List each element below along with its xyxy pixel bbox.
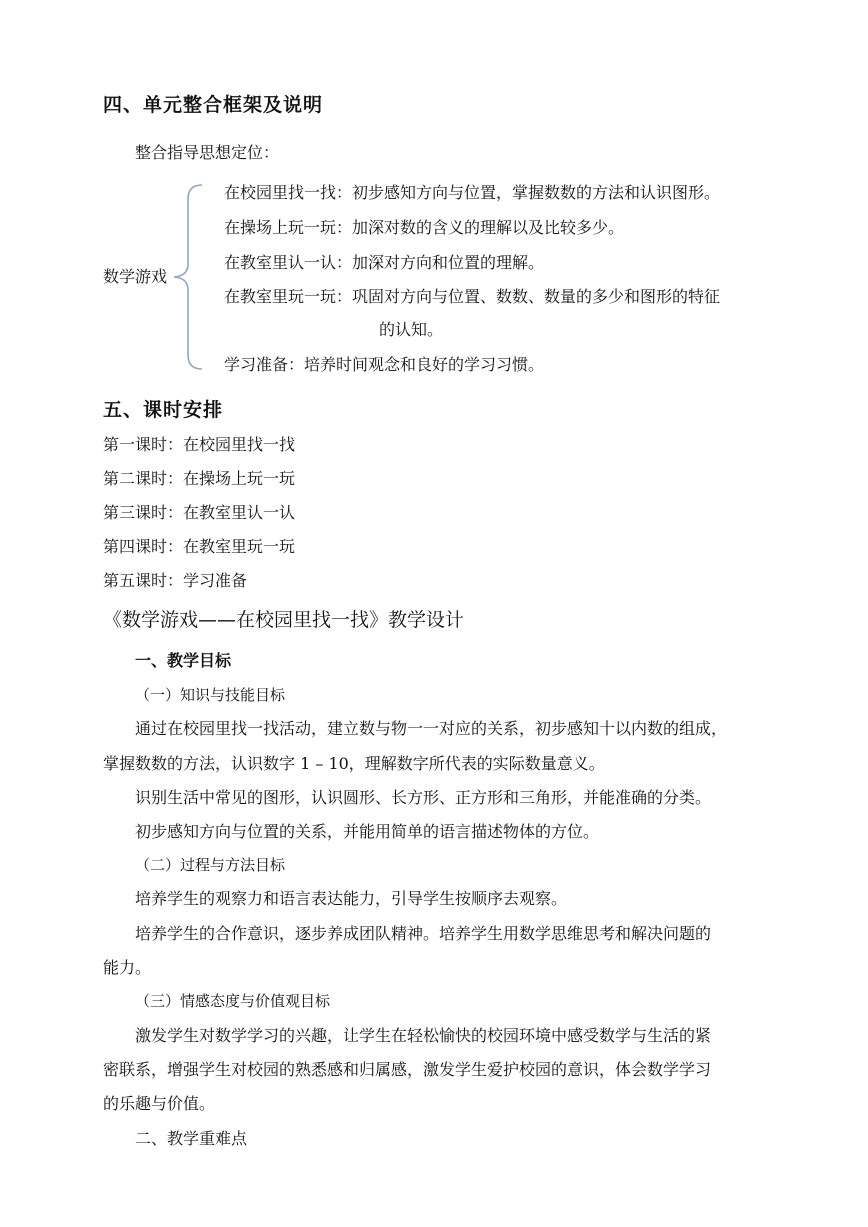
lesson-item: 第三课时：在教室里认一认 [103, 503, 296, 522]
guide-label: 整合指导思想定位： [135, 143, 280, 162]
lesson-item: 第四课时：在教室里玩一玩 [103, 537, 296, 556]
lesson-item: 第一课时：在校园里找一找 [103, 435, 296, 454]
framework-item: 在教室里玩一玩：巩固对方向与位置、数数、数量的多少和图形的特征 [224, 287, 721, 306]
paragraph-line: 识别生活中常见的图形，认识圆形、长方形、正方形和三角形，并能准确的分类。 [135, 788, 712, 807]
paragraph-line: 密联系，增强学生对校园的熟悉感和归属感，激发学生爱护校园的意识，体会数学学习 [103, 1060, 712, 1079]
framework-item-continuation: 的认知。 [379, 320, 444, 339]
paragraph-line: 掌握数数的方法，认识数字 1 – 10，理解数字所代表的实际数量意义。 [103, 754, 605, 773]
paragraph-line: 通过在校园里找一找活动，建立数与物一一对应的关系，初步感知十以内数的组成， [135, 719, 728, 738]
paragraph-line: 初步感知方向与位置的关系，并能用简单的语言描述物体的方位。 [135, 822, 600, 841]
paragraph-line: 能力。 [103, 958, 152, 977]
goals-heading: 一、教学目标 [135, 651, 232, 670]
paragraph-line: 培养学生的合作意识，逐步养成团队精神。培养学生用数学思维思考和解决问题的 [135, 924, 712, 943]
curly-brace-icon [168, 182, 208, 372]
paragraph-line: 培养学生的观察力和语言表达能力，引导学生按顺序去观察。 [135, 889, 568, 908]
lesson-item: 第二课时：在操场上玩一玩 [103, 469, 296, 488]
framework-item: 在操场上玩一玩：加深对数的含义的理解以及比较多少。 [224, 218, 625, 237]
framework-item: 在教室里认一认：加深对方向和位置的理解。 [224, 253, 545, 272]
section4-heading: 四、单元整合框架及说明 [103, 94, 324, 116]
paragraph-line: 的乐趣与价值。 [103, 1094, 216, 1113]
framework-root-label: 数学游戏 [103, 267, 168, 286]
subheading-knowledge: （一）知识与技能目标 [135, 686, 286, 704]
lesson-item: 第五课时：学习准备 [103, 571, 248, 590]
subheading-attitude: （三）情感态度与价值观目标 [135, 992, 331, 1010]
subheading-process: （二）过程与方法目标 [135, 856, 286, 874]
design-title: 《数学游戏——在校园里找一找》教学设计 [103, 609, 465, 631]
section5-heading: 五、课时安排 [103, 399, 224, 421]
framework-item: 在校园里找一找：初步感知方向与位置，掌握数数的方法和认识图形。 [224, 183, 721, 202]
framework-item: 学习准备：培养时间观念和良好的学习习惯。 [224, 355, 545, 374]
paragraph-line: 激发学生对数学学习的兴趣，让学生在轻松愉快的校园环境中感受数学与生活的紧 [135, 1026, 712, 1045]
key-points-heading: 二、教学重难点 [135, 1129, 248, 1148]
